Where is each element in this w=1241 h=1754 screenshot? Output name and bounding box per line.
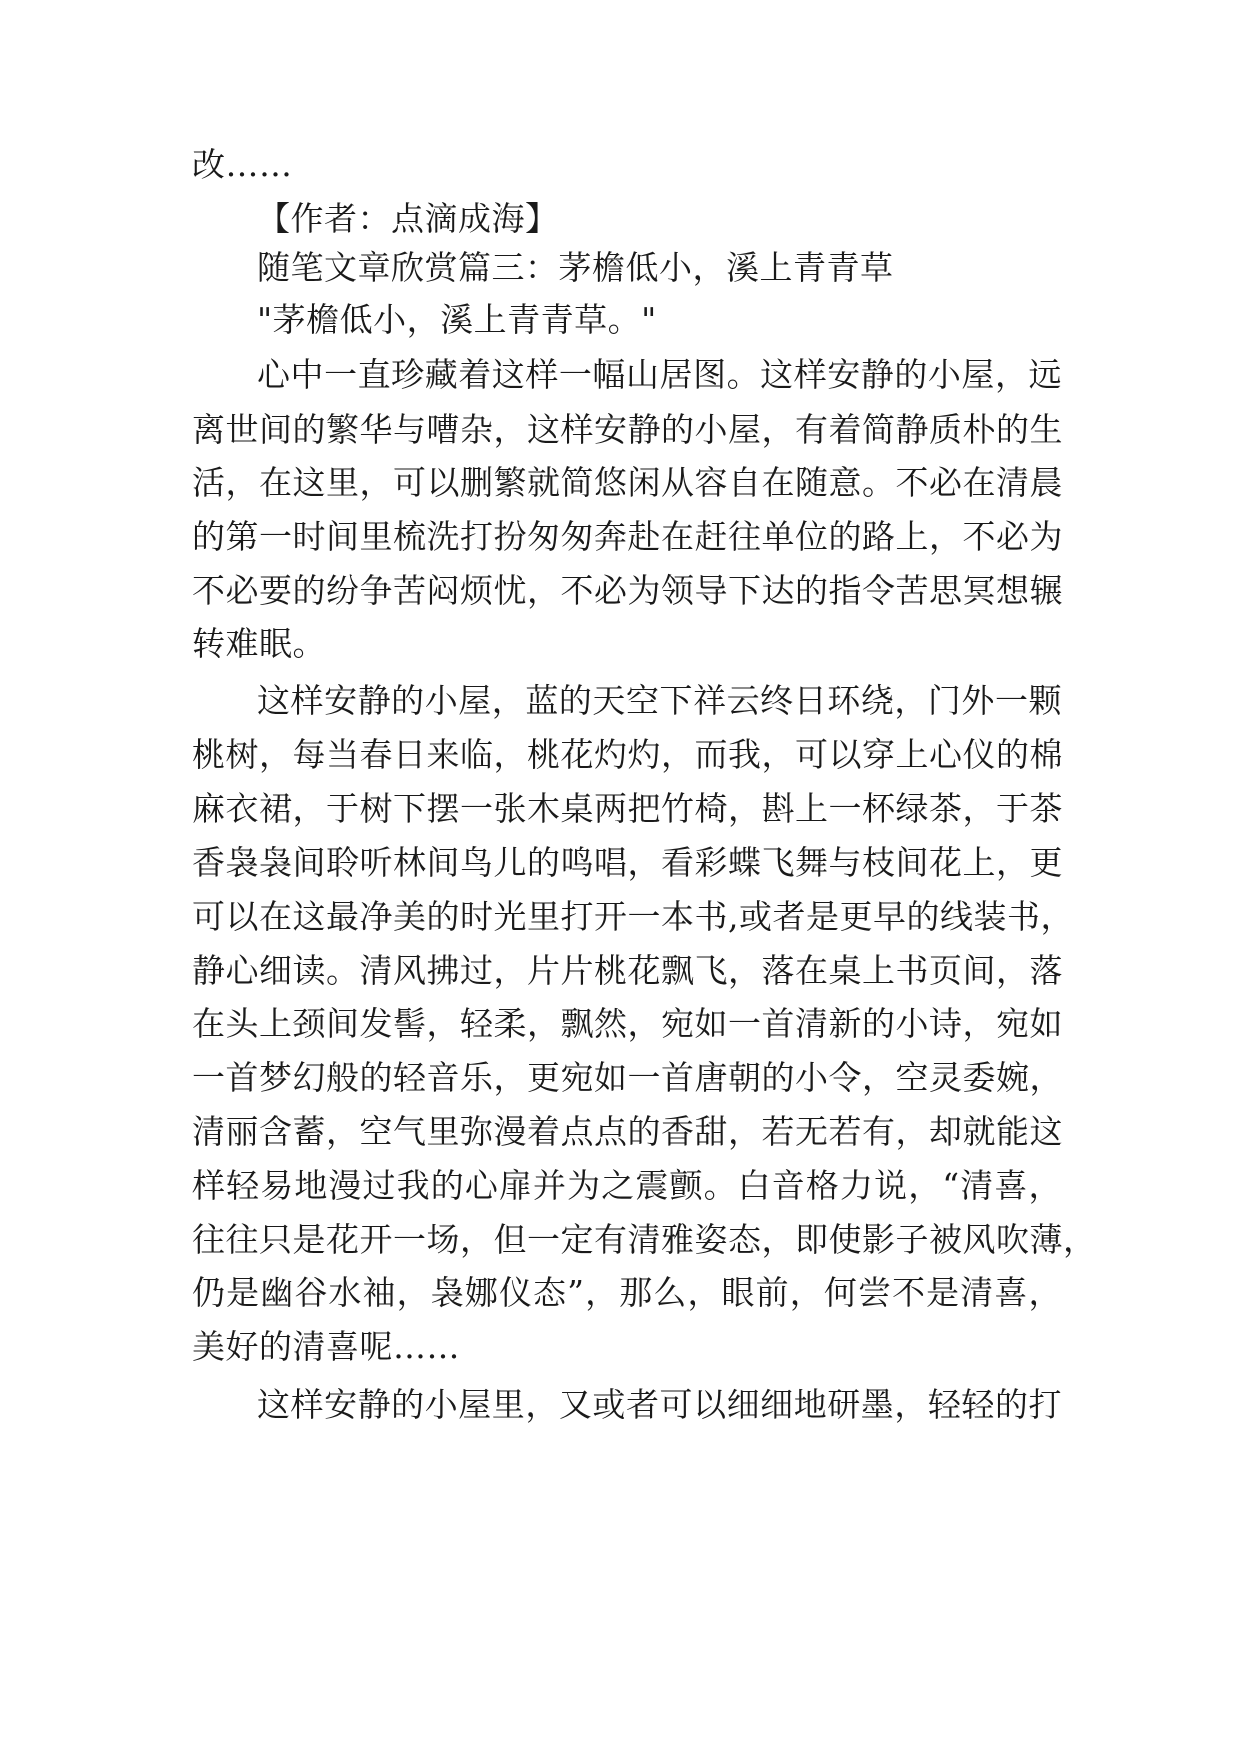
paragraph-line: 香袅袅间聆听林间鸟儿的鸣唱，看彩蝶飞舞与枝间花上，更 (192, 843, 1063, 882)
paragraph-line: 转难眠。 (192, 624, 326, 663)
paragraph-line: 样轻易地漫过我的心扉并为之震颤。白音格力说，“清喜， (192, 1166, 1062, 1205)
paragraph-line: 在头上颈间发髻，轻柔，飘然，宛如一首清新的小诗，宛如 (192, 1004, 1063, 1043)
paragraph-line: 美好的清喜呢…… (192, 1327, 460, 1366)
quote-line: "茅檐低小，溪上青青草。" (257, 300, 657, 339)
paragraph-line: 可以在这最净美的时光里打开一本书,或者是更早的线装书， (192, 897, 1074, 936)
text-line: 改…… (192, 145, 293, 184)
paragraph-line: 清丽含蓄，空气里弥漫着点点的香甜，若无若有，却就能这 (192, 1112, 1063, 1151)
paragraph-line: 离世间的繁华与嘈杂，这样安静的小屋，有着简静质朴的生 (192, 410, 1063, 449)
author-line: 【作者：点滴成海】 (257, 199, 559, 238)
paragraph-line: 麻衣裙，于树下摆一张木桌两把竹椅，斟上一杯绿茶，于茶 (192, 789, 1063, 828)
article-heading: 随笔文章欣赏篇三：茅檐低小，溪上青青草 (257, 248, 894, 287)
paragraph-line: 活，在这里，可以删繁就简悠闲从容自在随意。不必在清晨 (192, 463, 1063, 502)
paragraph-line: 心中一直珍藏着这样一幅山居图。这样安静的小屋，远 (257, 355, 1062, 394)
paragraph-line: 一首梦幻般的轻音乐，更宛如一首唐朝的小令，空灵委婉， (192, 1058, 1063, 1097)
paragraph-line: 这样安静的小屋，蓝的天空下祥云终日环绕，门外一颗 (257, 681, 1062, 720)
paragraph-line: 桃树，每当春日来临，桃花灼灼，而我，可以穿上心仪的棉 (192, 735, 1063, 774)
paragraph-line: 的第一时间里梳洗打扮匆匆奔赴在赶往单位的路上，不必为 (192, 517, 1063, 556)
paragraph-line: 不必要的纷争苦闷烦忧，不必为领导下达的指令苦思冥想辗 (192, 571, 1063, 610)
paragraph-line: 往往只是花开一场，但一定有清雅姿态，即使影子被风吹薄， (192, 1220, 1097, 1259)
paragraph-line: 这样安静的小屋里，又或者可以细细地研墨，轻轻的打 (257, 1385, 1062, 1424)
paragraph-line: 仍是幽谷水袖，袅娜仪态”，那么，眼前，何尝不是清喜， (192, 1273, 1062, 1312)
paragraph-line: 静心细读。清风拂过，片片桃花飘飞，落在桌上书页间，落 (192, 951, 1063, 990)
